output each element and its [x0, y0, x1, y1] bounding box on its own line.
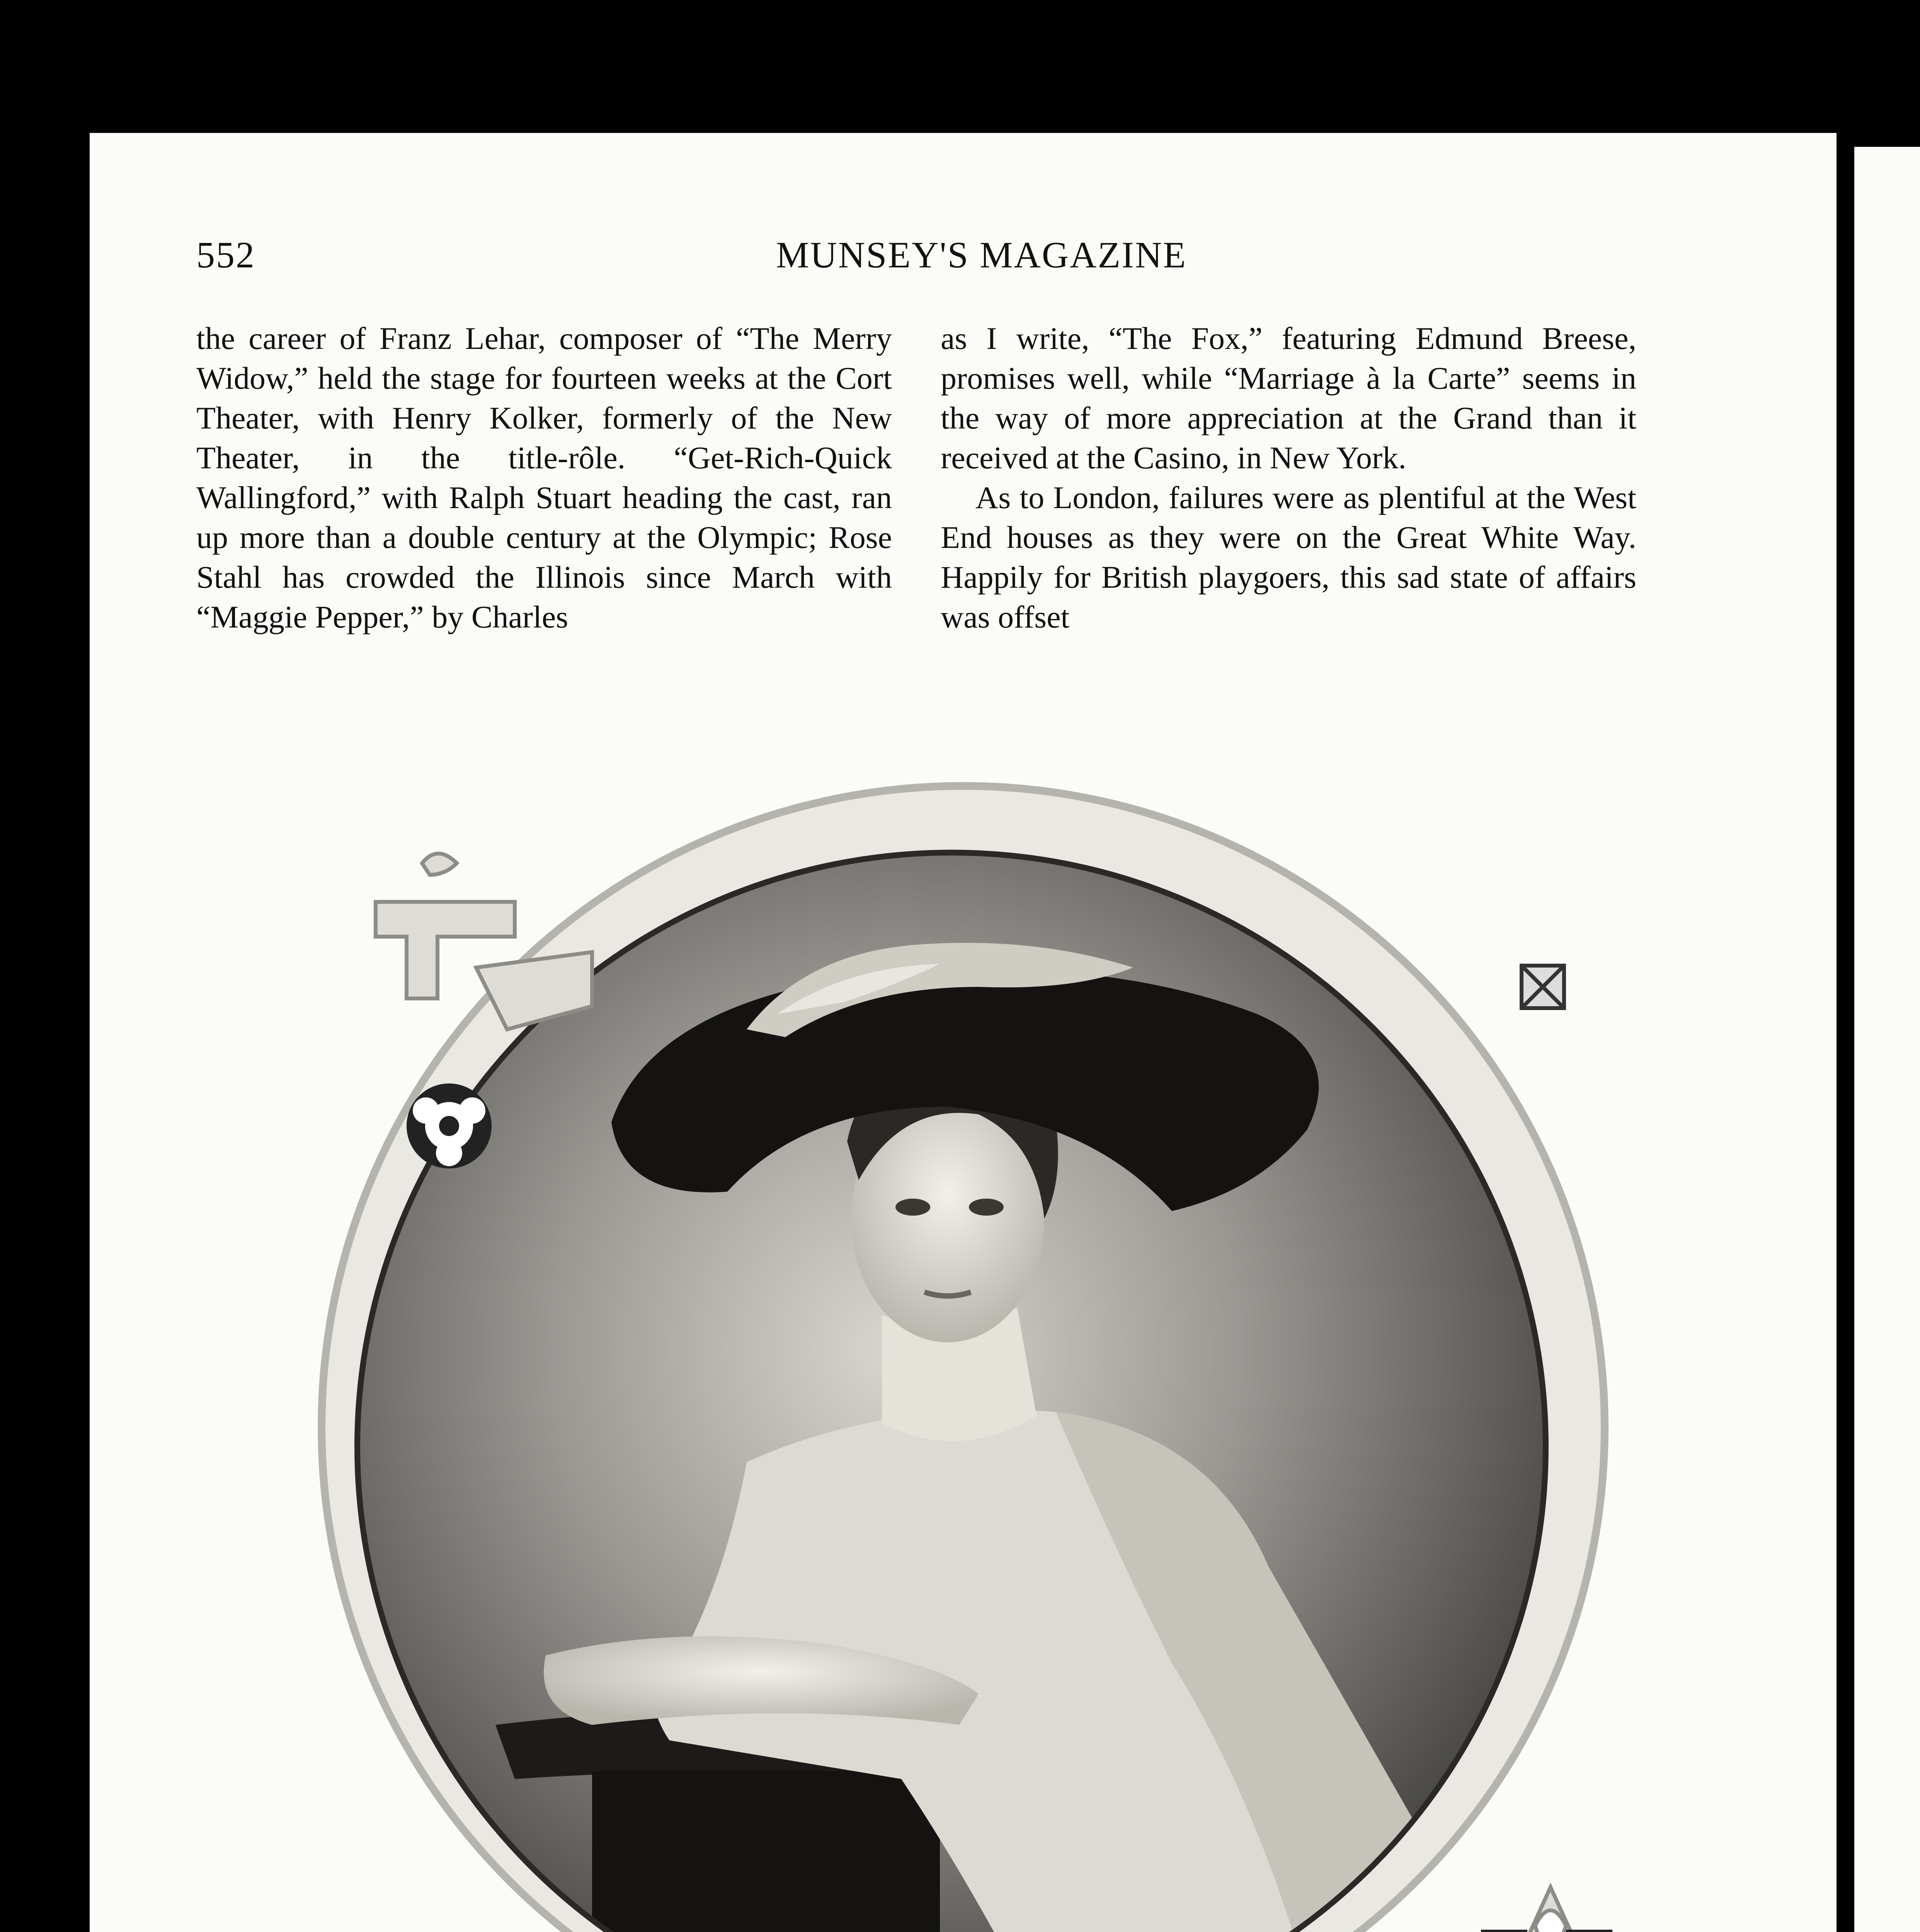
paragraph: as I write, “The Fox,” featuring Edmund Breese, promises well, while “Marriage à la Carte” seems in the way of more appreciation at the Grand than it received at the Casino, in New York. [941, 321, 1636, 475]
star-ornament-icon [1481, 1930, 1527, 1932]
page-header [196, 233, 1731, 311]
page-number: 552 [196, 234, 255, 276]
paragraph: As to London, failures were as plentiful at the West End houses as they were on the Great White Way. Happily for British playgoers, this sad state of affairs was offset [941, 480, 1636, 634]
portrait-photograph [90, 736, 1837, 1932]
star-ornament-icon [1566, 1930, 1612, 1932]
article-column-top-right [941, 318, 1636, 637]
page-gutter [1837, 133, 1854, 1932]
rose-ornament-icon [407, 1083, 492, 1168]
portrait-figure [90, 736, 1837, 1932]
running-title: MUNSEY'S MAGAZINE [776, 234, 1187, 276]
adjacent-page-edge [1854, 147, 1920, 1932]
paragraph: the career of Franz Lehar, composer of “The Merry Widow,” held the stage for fourteen weeks at the Cort Theater, with Henry Kolker, formerly of the New Theater, in the title-rôle. “Get-Rich-Quick Wallingford,” with Ralph Stuart heading the cast, ran up more than a double century at the Olympic; Rose Stahl has crowded the Illinois since March with “Maggie Pepper,” by Charles [196, 321, 892, 634]
ornament-bottom-right [1466, 1887, 1643, 1932]
article-column-top-left [196, 318, 892, 637]
cross-ornament-icon [1522, 966, 1564, 1008]
magazine-page [90, 133, 1837, 1932]
